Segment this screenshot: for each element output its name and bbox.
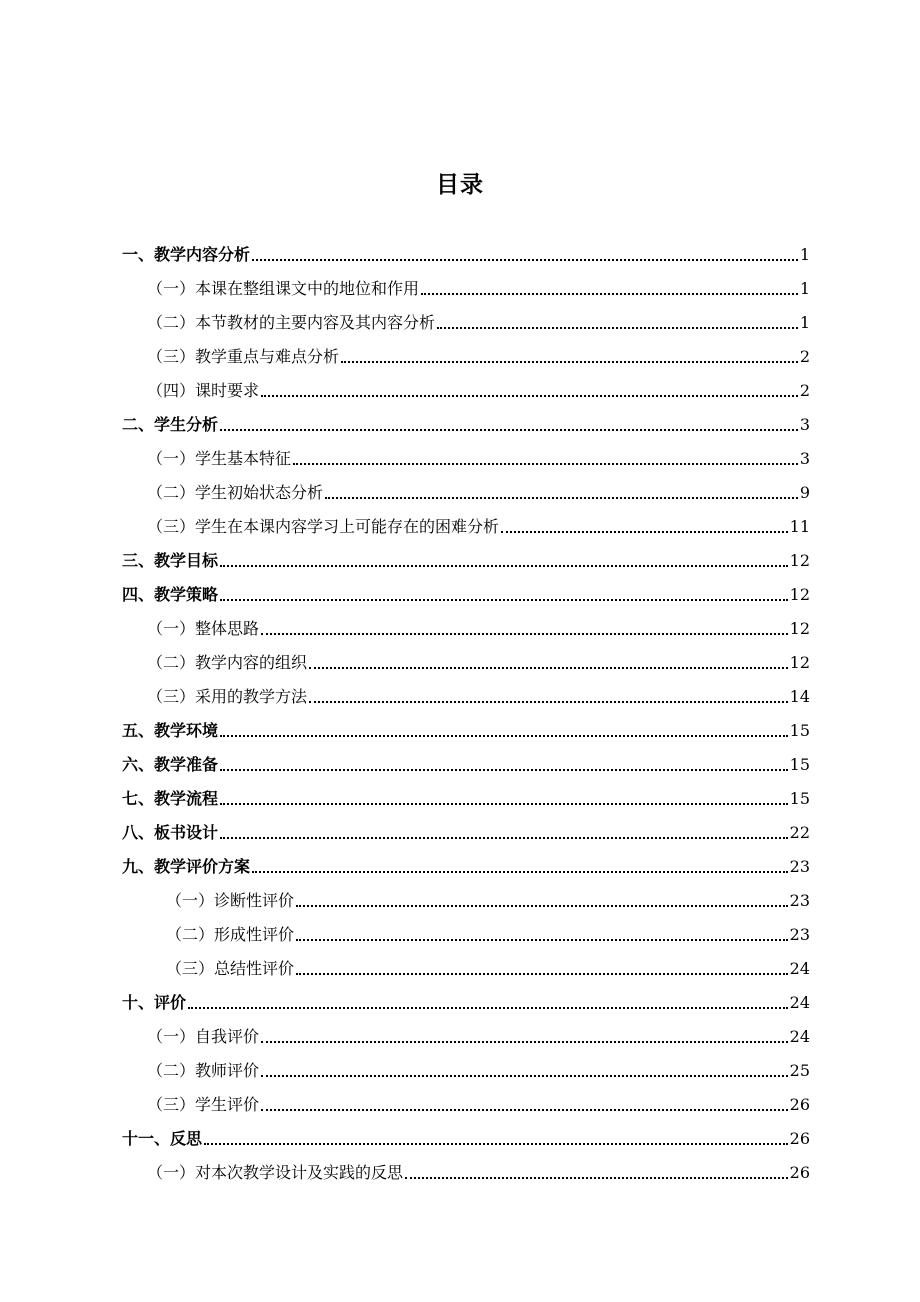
toc-page-number: 26 <box>789 1163 810 1182</box>
toc-entry[interactable] <box>122 984 810 1014</box>
toc-entry-label: （四）课时要求 <box>147 381 260 400</box>
toc-entry[interactable] <box>147 474 810 504</box>
toc-entry-label: （一）本课在整组课文中的地位和作用 <box>147 279 420 298</box>
toc-entry[interactable] <box>147 440 810 470</box>
toc-page-number: 24 <box>789 993 810 1012</box>
toc-entry[interactable] <box>147 1086 810 1116</box>
toc-dot-leader <box>261 633 788 635</box>
toc-dot-leader <box>220 599 788 601</box>
toc-dot-leader <box>293 463 798 465</box>
toc-page-number: 24 <box>789 1027 810 1046</box>
toc-dot-leader <box>261 395 798 397</box>
toc-page-number: 23 <box>789 925 810 944</box>
toc-page-number: 26 <box>789 1095 810 1114</box>
toc-entry-label: （三）学生在本课内容学习上可能存在的困难分析 <box>147 517 500 536</box>
toc-entry[interactable] <box>122 780 810 810</box>
toc-page-number: 12 <box>789 619 810 638</box>
toc-entry[interactable] <box>147 1154 810 1184</box>
toc-entry-label: 十、评价 <box>122 993 187 1012</box>
toc-page-number: 25 <box>789 1061 810 1080</box>
toc-dot-leader <box>296 905 788 907</box>
page-title: 目录 <box>436 172 484 198</box>
toc-entry[interactable] <box>147 508 810 538</box>
toc-dot-leader <box>341 361 798 363</box>
toc-dot-leader <box>220 803 788 805</box>
toc-page-number: 1 <box>799 279 810 298</box>
toc-dot-leader <box>261 1109 788 1111</box>
toc-dot-leader <box>220 837 788 839</box>
toc-entry[interactable] <box>122 236 810 266</box>
toc-entry-label: （三）教学重点与难点分析 <box>147 347 340 366</box>
toc-dot-leader <box>309 667 788 669</box>
toc-entry[interactable] <box>147 644 810 674</box>
toc-page-number: 26 <box>789 1129 810 1148</box>
toc-entry-label: 一、教学内容分析 <box>122 245 251 264</box>
toc-entry[interactable] <box>122 406 810 436</box>
toc-page-number: 2 <box>799 347 810 366</box>
toc-entry-label: 九、教学评价方案 <box>122 857 251 876</box>
toc-entry[interactable] <box>122 542 810 572</box>
toc-entry[interactable] <box>122 712 810 742</box>
toc-entry[interactable] <box>147 678 810 708</box>
toc-page-number: 22 <box>789 823 810 842</box>
toc-dot-leader <box>296 939 788 941</box>
toc-dot-leader <box>261 1041 788 1043</box>
toc-entry-label: 二、学生分析 <box>122 415 219 434</box>
toc-dot-leader <box>325 497 798 499</box>
toc-entry-label: 五、教学环境 <box>122 721 219 740</box>
toc-dot-leader <box>252 259 798 261</box>
toc-page-number: 15 <box>789 755 810 774</box>
toc-dot-leader <box>309 701 788 703</box>
toc-entry-label: （一）学生基本特征 <box>147 449 292 468</box>
toc-entry[interactable] <box>147 304 810 334</box>
toc-page-number: 15 <box>789 721 810 740</box>
toc-entry-label: （二）教学内容的组织 <box>147 653 308 672</box>
toc-page-number: 14 <box>789 687 810 706</box>
toc-dot-leader <box>405 1177 788 1179</box>
toc-entry-label: （一）整体思路 <box>147 619 260 638</box>
toc-page-number: 11 <box>789 517 810 536</box>
toc-page-number: 3 <box>799 415 810 434</box>
toc-entry-label: （二）教师评价 <box>147 1061 260 1080</box>
toc-entry-label: （三）学生评价 <box>147 1095 260 1114</box>
toc-entry-label: （二）本节教材的主要内容及其内容分析 <box>147 313 436 332</box>
toc-dot-leader <box>204 1143 788 1145</box>
toc-entry-label: 七、教学流程 <box>122 789 219 808</box>
toc-entry[interactable] <box>122 746 810 776</box>
toc-page-number: 12 <box>789 551 810 570</box>
toc-entry-label: （一）自我评价 <box>147 1027 260 1046</box>
toc-entry-label: （二）形成性评价 <box>166 925 295 944</box>
toc-dot-leader <box>220 565 788 567</box>
toc-page-number: 15 <box>789 789 810 808</box>
toc-dot-leader <box>421 293 798 295</box>
toc-entry[interactable] <box>147 1018 810 1048</box>
toc-entry[interactable] <box>122 576 810 606</box>
toc-entry-label: （三）采用的教学方法 <box>147 687 308 706</box>
toc-entry[interactable] <box>147 270 810 300</box>
toc-dot-leader <box>296 973 788 975</box>
toc-entry-label: 三、教学目标 <box>122 551 219 570</box>
toc-page-number: 12 <box>789 653 810 672</box>
toc-page-number: 3 <box>799 449 810 468</box>
toc-dot-leader <box>252 871 788 873</box>
toc-entry[interactable] <box>166 916 810 946</box>
toc-page-number: 2 <box>799 381 810 400</box>
toc-entry-label: 八、板书设计 <box>122 823 219 842</box>
toc-entry[interactable] <box>166 950 810 980</box>
toc-page-number: 24 <box>789 959 810 978</box>
toc-dot-leader <box>437 327 798 329</box>
toc-page-number: 23 <box>789 857 810 876</box>
toc-entry-label: （二）学生初始状态分析 <box>147 483 324 502</box>
toc-entry-label: （一）对本次教学设计及实践的反思 <box>147 1163 404 1182</box>
toc-entry[interactable] <box>122 1120 810 1150</box>
toc-page-number: 1 <box>799 245 810 264</box>
toc-entry[interactable] <box>122 814 810 844</box>
toc-page-number: 1 <box>799 313 810 332</box>
toc-dot-leader <box>501 531 788 533</box>
toc-page-number: 23 <box>789 891 810 910</box>
toc-dot-leader <box>261 1075 788 1077</box>
toc-dot-leader <box>220 735 788 737</box>
toc-entry-label: 六、教学准备 <box>122 755 219 774</box>
toc-entry-label: 四、教学策略 <box>122 585 219 604</box>
toc-entry[interactable] <box>122 848 810 878</box>
toc-entry-label: 十一、反思 <box>122 1129 203 1148</box>
toc-page-number: 12 <box>789 585 810 604</box>
toc-entry-label: （一）诊断性评价 <box>166 891 295 910</box>
toc-entry[interactable] <box>147 1052 810 1082</box>
toc-entry-label: （三）总结性评价 <box>166 959 295 978</box>
toc-dot-leader <box>220 429 798 431</box>
toc-entry[interactable] <box>147 338 810 368</box>
toc-entry[interactable] <box>166 882 810 912</box>
toc-entry[interactable] <box>147 372 810 402</box>
toc-page-number: 9 <box>799 483 810 502</box>
toc-dot-leader <box>188 1007 788 1009</box>
toc-dot-leader <box>220 769 788 771</box>
toc-entry[interactable] <box>147 610 810 640</box>
